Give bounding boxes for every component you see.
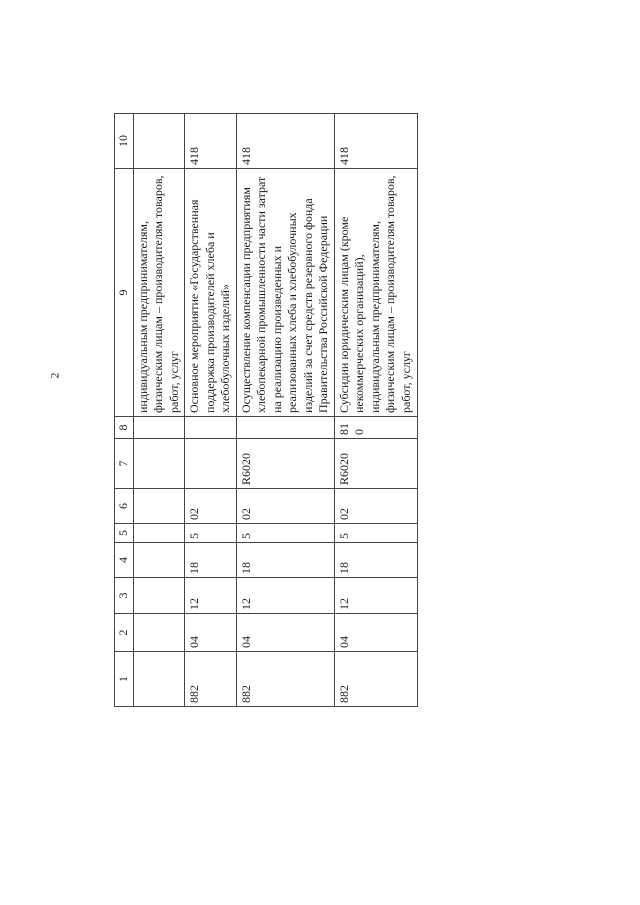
cell: 02 — [185, 489, 237, 524]
cell-code — [133, 652, 185, 707]
cell — [133, 578, 185, 614]
page-number: 2 — [47, 372, 62, 379]
cell: R6020 — [236, 439, 334, 489]
budget-table — [114, 113, 418, 707]
cell-description: индивидуальным предпринимателям, физическим лицам – производителям товаров, работ, услуг — [133, 169, 185, 417]
cell: 18 — [334, 543, 417, 578]
cell — [185, 417, 237, 439]
cell: 5 — [236, 524, 334, 543]
header-cell: 2 — [115, 614, 134, 652]
cell — [133, 489, 185, 524]
header-cell: 3 — [115, 578, 134, 614]
cell — [133, 614, 185, 652]
cell: 04 — [334, 614, 417, 652]
cell-amount: 418 — [236, 114, 334, 169]
cell: R6020 — [334, 439, 417, 489]
header-cell: 5 — [115, 524, 134, 543]
table-row — [185, 114, 237, 707]
table-header-row — [115, 114, 134, 707]
header-cell: 4 — [115, 543, 134, 578]
cell — [133, 543, 185, 578]
cell: 5 — [185, 524, 237, 543]
cell-amount: 418 — [334, 114, 417, 169]
table-row — [236, 114, 334, 707]
cell: 02 — [236, 489, 334, 524]
cell: 04 — [236, 614, 334, 652]
table-row — [334, 114, 417, 707]
cell — [236, 417, 334, 439]
cell-description: Осуществление компенсации предприятиям хлебопекарной промышленности части затрат на реализацию произведенных и реализованных хлеба и хлебобулочных изделий за счет средств резервного фонда Правительства Российской Федерации — [236, 169, 334, 417]
cell-description: Основное мероприятие «Государственная поддержка производителей хлеба и хлебобулочных изделий» — [185, 169, 237, 417]
cell — [133, 524, 185, 543]
header-cell: 1 — [115, 652, 134, 707]
cell — [133, 439, 185, 489]
cell-description: Субсидии юридическим лицам (кроме некоммерческих организаций), индивидуальным предпринимателям, физическим лицам – производителям товаров, работ, услуг — [334, 169, 417, 417]
cell: 12 — [236, 578, 334, 614]
header-cell: 8 — [115, 417, 134, 439]
cell: 12 — [185, 578, 237, 614]
header-cell: 10 — [115, 114, 134, 169]
cell-code: 882 — [334, 652, 417, 707]
cell: 04 — [185, 614, 237, 652]
cell: 5 — [334, 524, 417, 543]
table-row — [133, 114, 185, 707]
cell — [133, 417, 185, 439]
cell-code: 882 — [236, 652, 334, 707]
budget-table-rotated — [114, 114, 413, 707]
cell-amount: 418 — [185, 114, 237, 169]
header-cell: 9 — [115, 169, 134, 417]
cell: 02 — [334, 489, 417, 524]
cell: 18 — [185, 543, 237, 578]
header-cell: 7 — [115, 439, 134, 489]
cell — [185, 439, 237, 489]
cell: 12 — [334, 578, 417, 614]
cell-amount — [133, 114, 185, 169]
cell: 18 — [236, 543, 334, 578]
cell: 810 — [334, 417, 417, 439]
header-cell: 6 — [115, 489, 134, 524]
cell-code: 882 — [185, 652, 237, 707]
